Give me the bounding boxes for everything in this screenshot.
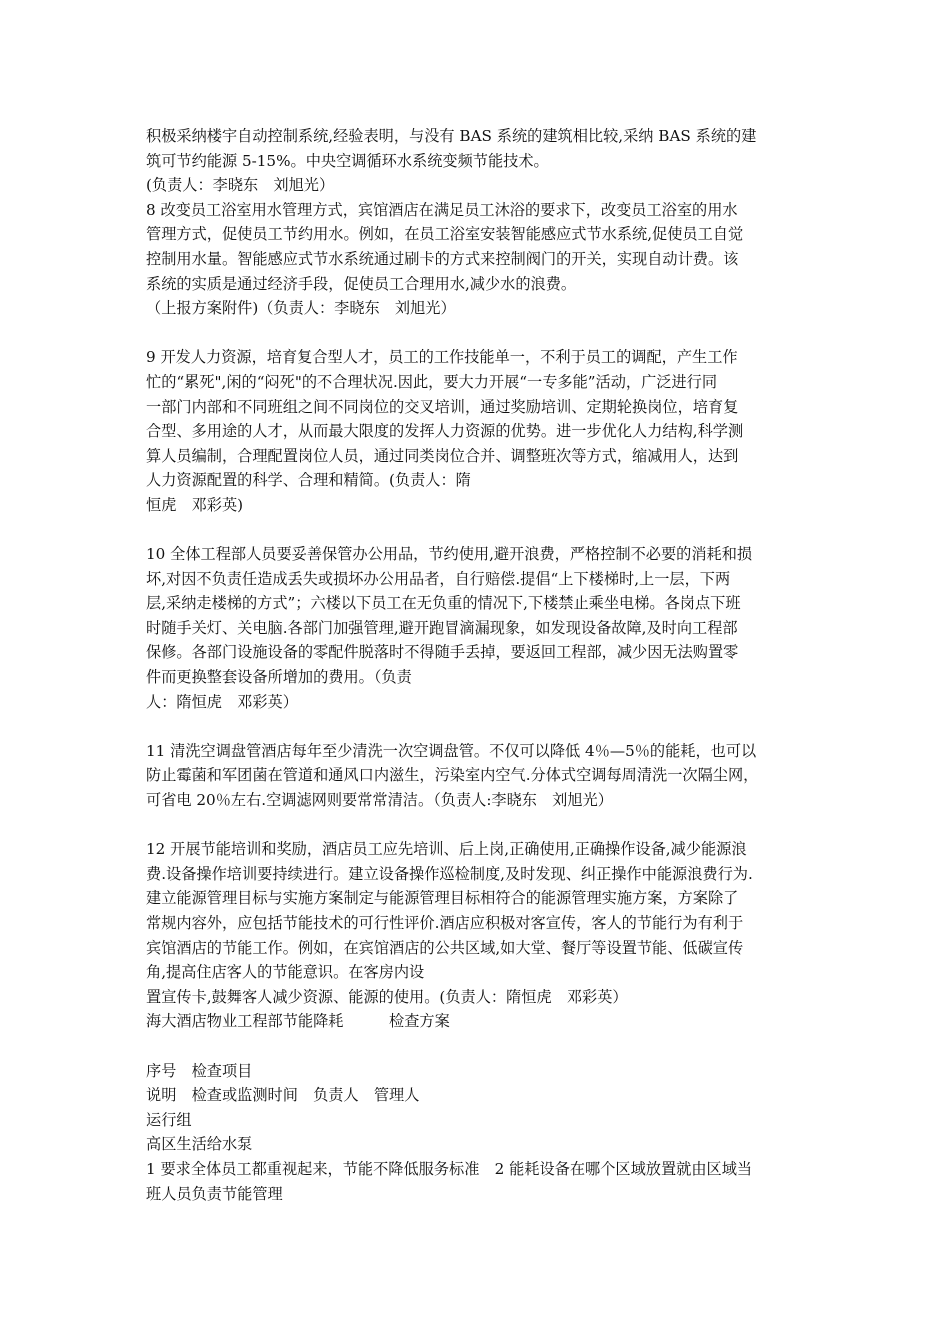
text-line: 11 清洗空调盘管酒店每年至少清洗一次空调盘管。不仅可以降低 4％—5％的能耗，也可以 — [146, 741, 757, 760]
text-line: 控制用水量。智能感应式节水系统通过刷卡的方式来控制阀门的开关，实现自动计费。该 — [146, 249, 739, 268]
text-line: 坏,对因不负责任造成丢失或损坏办公用品者，自行赔偿.提倡“上下楼梯时,上一层，下两 — [146, 569, 731, 588]
blank-line — [146, 321, 816, 346]
blank-line — [146, 1034, 816, 1059]
text-line: 高区生活给水泵 — [146, 1135, 253, 1154]
document-page — [146, 124, 816, 1206]
text-line: 可省电 20％左右.空调滤网则要常常清洁。（负责人:李晓东 刘旭光） — [146, 791, 613, 810]
text-line: 角,提高住店客人的节能意识。在客房内设 — [146, 963, 425, 982]
text-line: （上报方案附件)（负责人：李晓东 刘旭光） — [146, 299, 456, 318]
text-line: 算人员编制，合理配置岗位人员，通过同类岗位合并、调整班次等方式，缩减用人，达到 — [146, 446, 739, 465]
text-line: 9 开发人力资源，培育复合型人才，员工的工作技能单一，不利于员工的调配，产生工作 — [146, 348, 738, 367]
text-line: 一部门内部和不同班组之间不同岗位的交叉培训，通过奖励培训、定期轮换岗位，培育复 — [146, 397, 739, 416]
text-line: 管理方式，促使员工节约用水。例如，在员工浴室安装智能感应式节水系统,促使员工自觉 — [146, 225, 744, 244]
blank-line — [146, 518, 816, 543]
text-line: 宾馆酒店的节能工作。例如，在宾馆酒店的公共区域,如大堂、餐厅等设置节能、低碳宣传 — [146, 938, 744, 957]
text-line: 1 要求全体员工都重视起来，节能不降低服务标准 2 能耗设备在哪个区域放置就由区域当 — [146, 1159, 753, 1178]
text-line: 建立能源管理目标与实施方案制定与能源管理目标相符合的能源管理实施方案，方案除了 — [146, 889, 739, 908]
blank-line — [146, 813, 816, 838]
text-line: 合型、多用途的人才，从而最大限度的发挥人力资源的优势。进一步优化人力结构,科学测 — [146, 422, 744, 441]
text-line: 积极采纳楼宇自动控制系统,经验表明，与没有 BAS 系统的建筑相比较,采纳 BAS 系统的建 — [146, 127, 757, 145]
text-line: 常规内容外，应包括节能技术的可行性评价.酒店应积极对客宣传，客人的节能行为有利于 — [146, 914, 744, 932]
text-line: 时随手关灯、关电脑.各部门加强管理,避开跑冒滴漏现象，如发现设备故障,及时向工程部 — [146, 618, 738, 637]
text-line: 人力资源配置的科学、合理和精简。(负责人：隋 — [146, 471, 471, 490]
text-line: 层,采纳走楼梯的方式”；六楼以下员工在无负重的情况下,下楼禁止乘坐电梯。各岗点下班 — [146, 594, 741, 613]
text-line: 恒虎 邓彩英) — [146, 495, 244, 514]
text-line: 防止霉菌和军团菌在管道和通风口内滋生，污染室内空气.分体式空调每周清洗一次隔尘网， — [146, 766, 759, 785]
blank-line — [146, 714, 816, 739]
text-line: (负责人：李晓东 刘旭光） — [146, 176, 335, 195]
text-line: 运行组 — [146, 1110, 192, 1129]
text-line: 人：隋恒虎 邓彩英） — [146, 692, 298, 711]
text-line: 序号 检查项目 — [146, 1061, 253, 1080]
text-line: 系统的实质是通过经济手段，促使员工合理用水,减少水的浪费。 — [146, 274, 577, 293]
text-line: 费.设备操作培训要持续进行。建立设备操作巡检制度,及时发现、纠正操作中能源浪费行为. — [146, 864, 753, 883]
text-line: 说明 检查或监测时间 负责人 管理人 — [146, 1086, 420, 1105]
text-line: 筑可节约能源 5-15%。中央空调循环水系统变频节能技术。 — [146, 151, 549, 170]
text-line: 10 全体工程部人员要妥善保管办公用品，节约使用,避开浪费，严格控制不必要的消耗和损 — [146, 545, 753, 564]
text-line: 海大酒店物业工程部节能降耗 检查方案 — [146, 1012, 450, 1031]
text-line: 8 改变员工浴室用水管理方式，宾馆酒店在满足员工沐浴的要求下，改变员工浴室的用水 — [146, 200, 738, 219]
text-line: 件而更换整套设备所增加的费用。（负责 — [146, 668, 412, 687]
text-line: 班人员负责节能管理 — [146, 1184, 283, 1203]
text-line: 忙的“累死",闲的“闷死"的不合理状况.因此，要大力开展“一专多能”活动，广泛进行同 — [146, 372, 718, 391]
text-line: 12 开展节能培训和奖励，酒店员工应先培训、后上岗,正确使用,正确操作设备,减少能源浪 — [146, 840, 747, 859]
text-line: 置宣传卡,鼓舞客人减少资源、能源的使用。(负责人：隋恒虎 邓彩英） — [146, 987, 628, 1006]
text-line: 保修。各部门设施设备的零配件脱落时不得随手丢掉，要返回工程部，减少因无法购置零 — [146, 643, 739, 662]
